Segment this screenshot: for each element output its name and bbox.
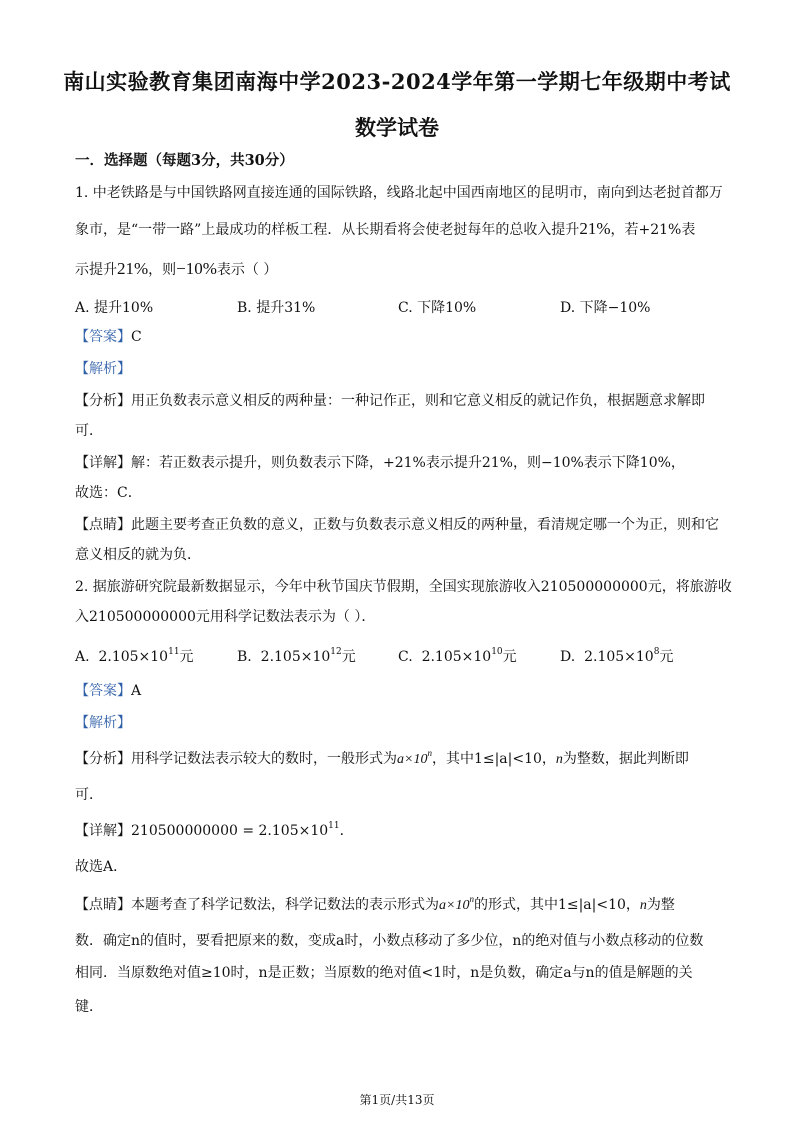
dianjing-text: 此题主要考查正负数的意义，正数与负数表示意义相反的两种量，看清规定哪一个为正，则和它 [131,517,719,533]
xiangjie-tag: 【详解】 [75,823,131,839]
dianjing-text-c: 为整 [646,897,675,913]
opt-exp: 10 [491,647,503,657]
q1-option-a: A. 提升10% [75,300,154,316]
opt-base: 2.105×10 [260,649,331,665]
fenxi-tag: 【分析】 [75,393,131,409]
section-heading: 一．选择题（每题3分，共30分） [75,152,294,169]
q2-xiangjie-line2: 故选A． [75,859,128,875]
q1-stem-line2 [75,220,719,239]
opt-label: A. [75,649,90,665]
q2-stem-line1: 2. 据旅游研究院最新数据显示，今年中秋节国庆节假期，全国实现旅游收入210500000000元，将旅游收 [75,579,732,595]
xiangjie-tag: 【详解】 [75,455,131,471]
answer-value: A [131,683,142,699]
formula: a×10 [397,752,428,767]
dianjing-tag: 【点睛】 [75,517,131,533]
q1-stem-text-e: 表示（ ） [216,262,278,278]
exam-title: 南山实验教育集团南海中学2023-2024学年第一学期七年级期中考试 [63,69,731,94]
q1-stem-line3 [75,260,719,279]
q1-option-c: C. 下降10% [398,300,477,316]
opt-unit: 元 [179,649,194,665]
q1-stem-line1: 1. 中老铁路是与中国铁路网直接连通的国际铁路，线路北起中国西南地区的昆明市，南向到达老挝首都万 [75,185,723,201]
q1-answer [75,328,719,346]
q2-dianjing-line3: 相同．当原数绝对值≥10时，n是正数；当原数的绝对值<1时，n是负数，确定a与n的值是解题的关 [75,965,693,981]
q1-analysis-tag: 【解析】 [75,361,131,377]
q1-fenxi-line2: 可． [75,423,103,439]
var-n: n [639,898,647,913]
q1-percent-2: 21% [117,259,149,278]
opt-unit: 元 [659,649,674,665]
q1-xiangjie-line2: 故选：C． [75,485,142,501]
answer-tag: 【答案】 [75,683,131,699]
fenxi-text-b: ，其中1≤|a|<10， [431,751,556,767]
q1-stem-text-b: ，若+21%表 [610,222,696,238]
q2-option-d [560,646,673,666]
opt-base: 2.105×10 [98,649,169,665]
opt-base: 2.105×10 [584,649,654,665]
q1-xiangjie-line1 [75,454,719,472]
q1-option-d: D. 下降−10% [560,300,651,316]
exam-subtitle: 数学试卷 [355,115,439,140]
q2-dianjing-line4: 键． [75,999,103,1015]
q2-stem-line2: 入210500000000元用科学记数法表示为（ ）． [75,609,376,625]
q1-percent-3: −10% [176,259,217,278]
formula-exp: n [469,894,474,904]
opt-exp: 11 [168,647,180,657]
fenxi-tag: 【分析】 [75,751,131,767]
dianjing-tag: 【点睛】 [75,897,131,913]
q2-analysis-tag: 【解析】 [75,715,131,731]
opt-label: B. [237,649,252,665]
q1-option-b: B. 提升31% [237,300,316,316]
fenxi-text: 用科学记数法表示较大的数时，一般形式为 [131,751,397,767]
q2-fenxi-line1 [75,750,719,769]
q1-stem-text: 象市，是“一带一路”上最成功的样板工程．从长期看将会使老挝每年的总收入提升 [75,222,580,238]
answer-value: C [131,329,142,345]
q2-dianjing-line1 [75,896,719,915]
q2-option-c [398,646,517,666]
opt-unit: 元 [341,649,356,665]
q2-fenxi-line2: 可． [75,787,103,803]
q2-dianjing-line2: 数．确定n的值时，要看把原来的数，变成a时，小数点移动了多少位，n的绝对值与小数点移动的位数 [75,933,704,949]
q1-stem-text-d: ，则 [148,262,177,278]
period: ． [339,823,354,839]
q1-fenxi-line1 [75,392,719,410]
var-n: n [555,752,563,767]
xiangjie-text: 解：若正数表示提升，则负数表示下降，+21%表示提升21%，则−10%表示下降10%， [131,455,685,471]
q2-xiangjie-line1 [75,822,719,840]
formula-exp: 11 [328,821,340,831]
formula: a×10 [439,898,470,913]
q1-percent: 21% [579,219,611,238]
opt-label: D. [560,649,576,665]
page-number: 第1页/共13页 [359,1093,435,1107]
fenxi-text-c: 为整数，据此判断即 [562,751,689,767]
q2-answer [75,682,719,700]
formula: 210500000000 = 2.105×10 [131,823,329,839]
q2-option-b [237,646,356,666]
opt-exp: 12 [330,647,342,657]
answer-tag: 【答案】 [75,329,131,345]
opt-exp: 8 [653,647,660,657]
q2-option-a [75,646,194,666]
opt-label: C. [398,649,413,665]
q1-stem-text-c: 示提升 [75,262,117,278]
q1-dianjing-line1 [75,516,719,534]
fenxi-text: 用正负数表示意义相反的两种量：一种记作正，则和它意义相反的就记作负，根据题意求解即 [131,393,705,409]
formula-exp: n [427,748,432,758]
dianjing-text: 本题考查了科学记数法，科学记数法的表示形式为 [131,897,439,913]
q1-dianjing-line2: 意义相反的就为负． [75,547,201,563]
opt-unit: 元 [502,649,517,665]
opt-base: 2.105×10 [421,649,492,665]
dianjing-text-b: 的形式，其中1≤|a|<10， [473,897,640,913]
